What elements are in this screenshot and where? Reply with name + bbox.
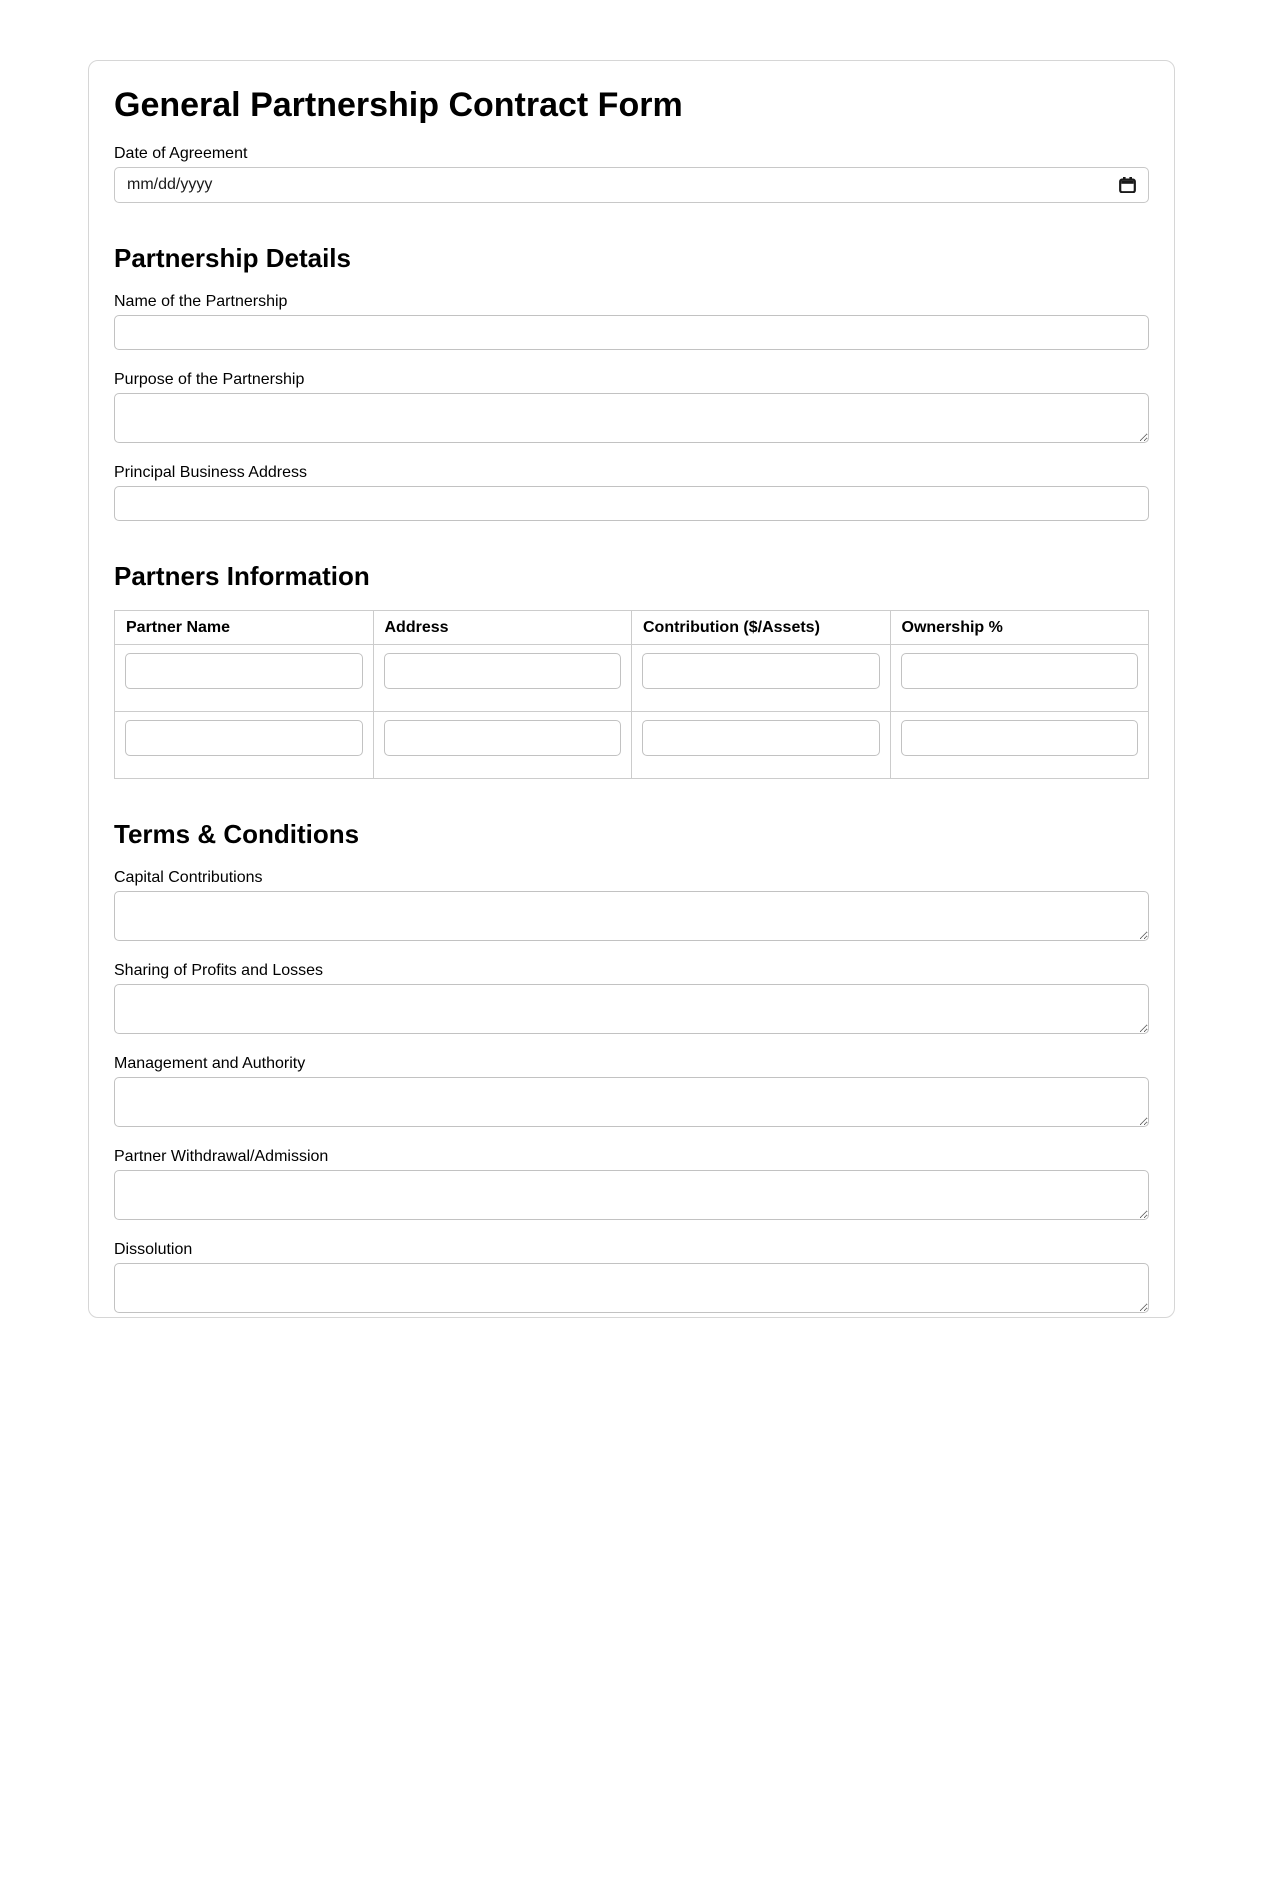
partner-address-input-2[interactable] [384,720,622,756]
partners-table-header-row [115,611,1149,645]
partner-contribution-input-1[interactable] [642,653,880,689]
partner-name-input-2[interactable] [125,720,363,756]
section-heading-partnership-details: Partnership Details [114,242,351,273]
dissolution-label: Dissolution [114,1241,193,1259]
partnership-name-input[interactable] [114,315,1149,350]
partner-ownership-input-1[interactable] [901,653,1139,689]
partnership-purpose-label: Purpose of the Partnership [114,370,305,388]
partner-ownership-input-2[interactable] [901,720,1139,756]
management-authority-textarea[interactable] [114,1077,1149,1127]
partner-row [115,645,1149,712]
management-authority-field [114,1054,1149,1127]
business-address-field [114,463,1149,521]
partner-row [115,712,1149,779]
partner-withdrawal-admission-field [114,1147,1149,1220]
business-address-input[interactable] [114,486,1149,521]
dissolution-field [114,1240,1149,1313]
calendar-icon[interactable] [1119,177,1136,193]
partners-table [114,610,1149,779]
date-placeholder: mm/dd/yyyy [127,175,213,193]
column-header-address: Address [373,611,632,645]
partnership-purpose-textarea[interactable] [114,393,1149,443]
partner-name-input-1[interactable] [125,653,363,689]
partner-withdrawal-admission-textarea[interactable] [114,1170,1149,1220]
capital-contributions-field [114,868,1149,941]
page-title: General Partnership Contract Form [114,86,683,124]
date-of-agreement-input[interactable] [114,167,1149,203]
date-of-agreement-field [114,144,1149,203]
section-heading-terms-conditions: Terms & Conditions [114,819,360,850]
business-address-label: Principal Business Address [114,463,307,481]
column-header-partner-name: Partner Name [115,611,374,645]
capital-contributions-label: Capital Contributions [114,869,263,887]
dissolution-textarea[interactable] [114,1263,1149,1313]
sharing-profits-losses-field [114,961,1149,1034]
management-authority-label: Management and Authority [114,1055,306,1073]
section-heading-partners-information: Partners Information [114,560,370,591]
sharing-profits-losses-label: Sharing of Profits and Losses [114,962,324,980]
partner-contribution-input-2[interactable] [642,720,880,756]
column-header-contribution: Contribution ($/Assets) [632,611,891,645]
partnership-purpose-field [114,370,1149,443]
sharing-profits-losses-textarea[interactable] [114,984,1149,1034]
partnership-name-label: Name of the Partnership [114,292,288,310]
column-header-ownership: Ownership % [890,611,1149,645]
date-of-agreement-label: Date of Agreement [114,144,248,162]
partnership-name-field [114,292,1149,350]
partner-withdrawal-admission-label: Partner Withdrawal/Admission [114,1148,329,1166]
form-card [88,60,1175,1318]
capital-contributions-textarea[interactable] [114,891,1149,941]
partner-address-input-1[interactable] [384,653,622,689]
